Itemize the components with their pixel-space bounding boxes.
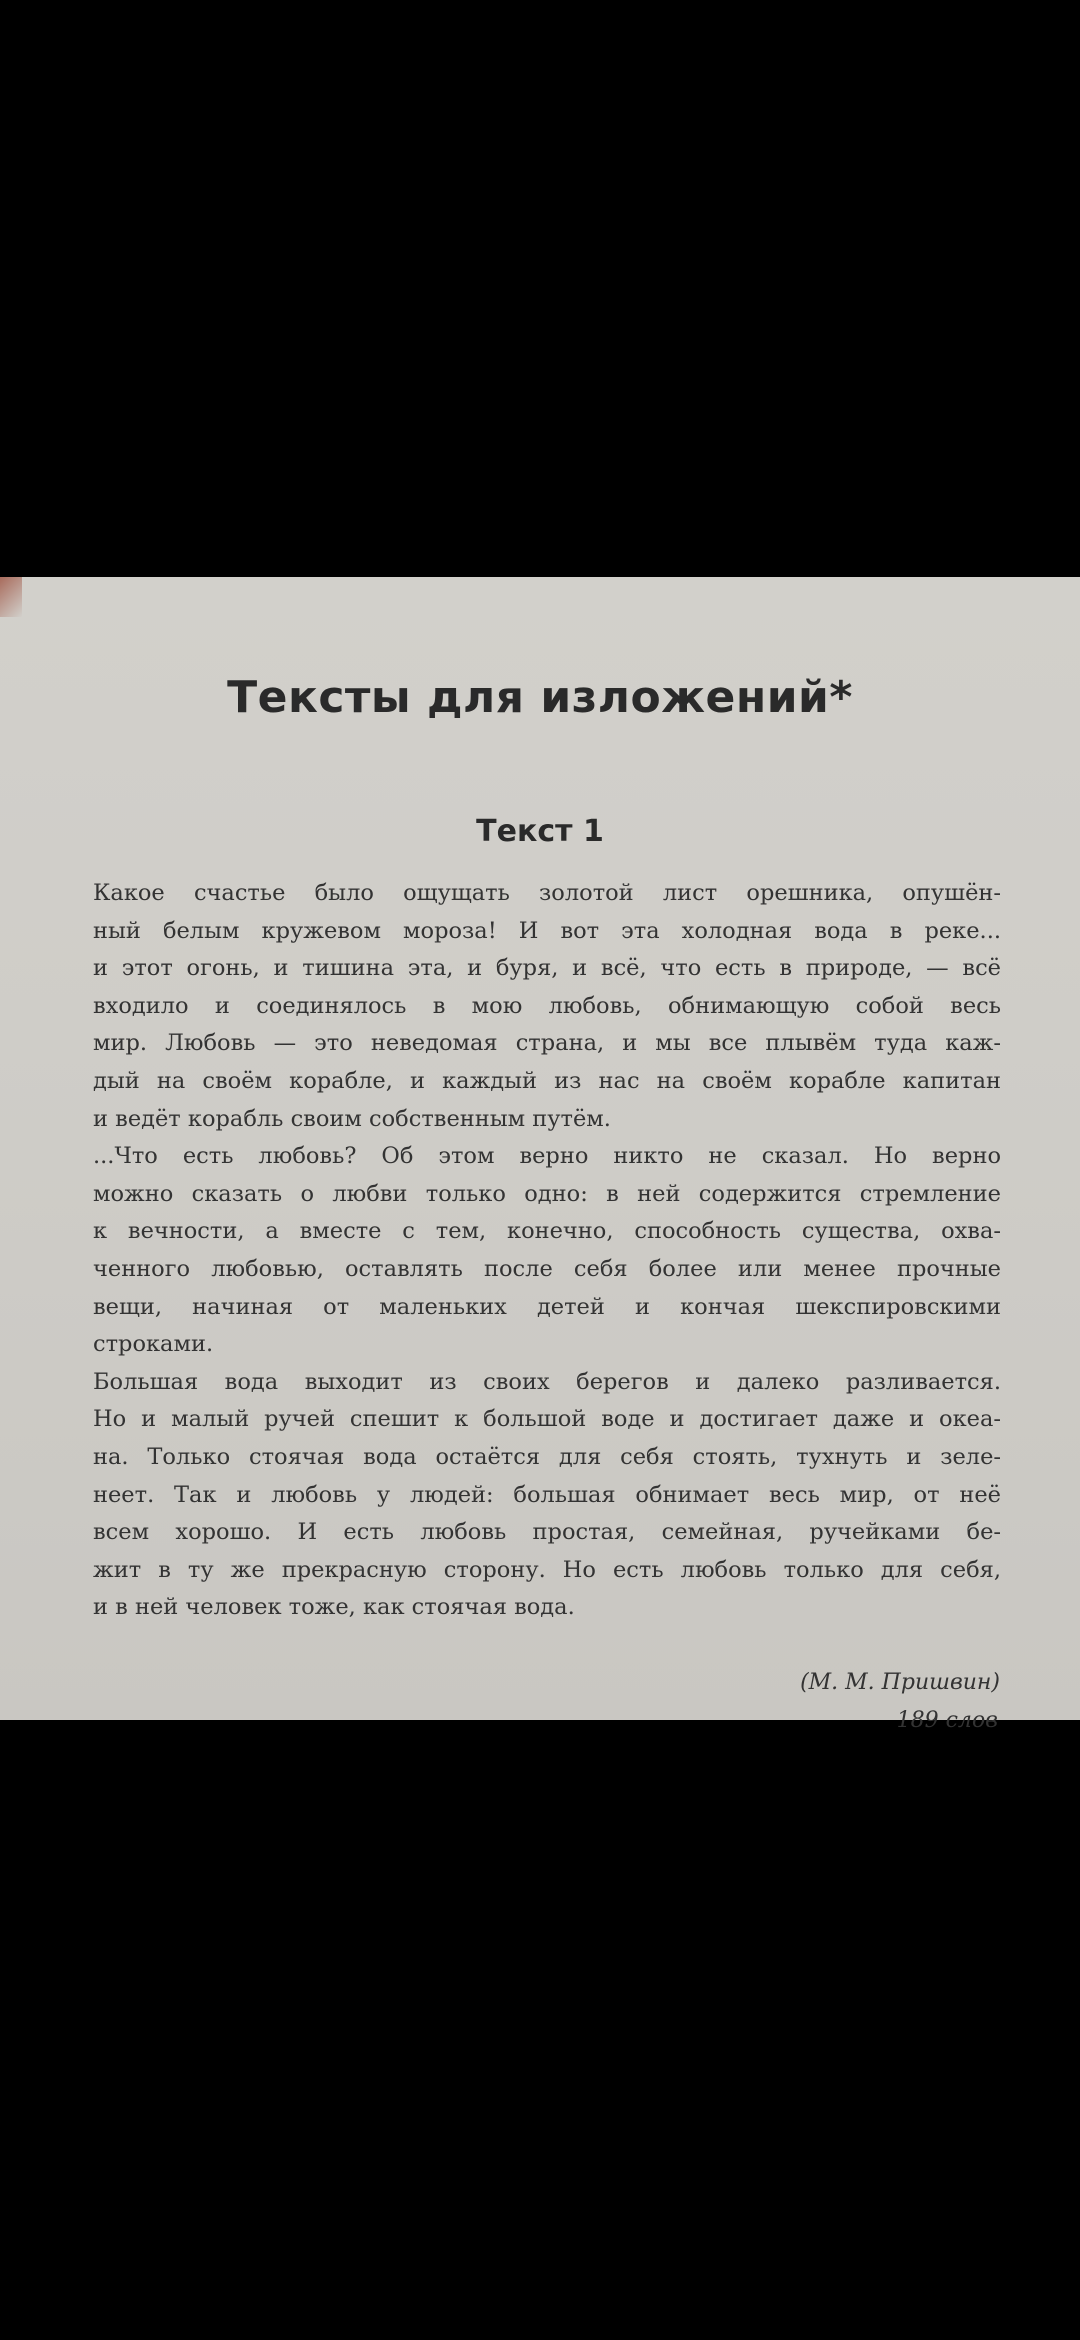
text-line: Большая вода выходит из своих берегов и далеко разливается.: [93, 1368, 1001, 1395]
text-subheading: Текст 1: [476, 814, 604, 849]
word-count: 189 слов: [896, 1708, 998, 1733]
text-line: вещи, начиная от маленьких детей и кончая шекспировскими: [93, 1293, 1001, 1320]
text-line: ...Что есть любовь? Об этом верно никто не сказал. Но верно: [93, 1143, 1001, 1170]
page-heading: Тексты для изложений*: [227, 672, 853, 723]
text-line: к вечности, а вместе с тем, конечно, способность существа, охва-: [93, 1218, 1001, 1245]
text-line: и в ней человек тоже, как стоячая вода.: [93, 1594, 575, 1621]
text-line: входило и соединялось в мою любовь, обнимающую собой весь: [93, 992, 1001, 1019]
body-text: [93, 875, 1001, 1627]
author-attribution: (М. М. Пришвин): [800, 1670, 1000, 1695]
text-line: мир. Любовь — это неведомая страна, и мы все плывём туда каж-: [93, 1030, 1001, 1057]
text-line: жит в ту же прекрасную сторону. Но есть любовь только для себя,: [93, 1556, 1001, 1583]
text-line: неет. Так и любовь у людей: большая обнимает весь мир, от неё: [93, 1481, 1001, 1508]
text-line: ный белым кружевом мороза! И вот эта холодная вода в реке...: [93, 917, 1001, 944]
text-line: всем хорошо. И есть любовь простая, семейная, ручейками бе-: [93, 1519, 1001, 1546]
text-line: строками.: [93, 1331, 214, 1358]
text-line: Какое счастье было ощущать золотой лист орешника, опушён-: [93, 880, 1001, 906]
text-line: Но и малый ручей спешит к большой воде и достигает даже и океа-: [93, 1406, 1001, 1433]
text-line: на. Только стоячая вода остаётся для себя стоять, тухнуть и зеле-: [93, 1443, 1001, 1470]
text-line: дый на своём корабле, и каждый из нас на своём корабле капитан: [93, 1067, 1001, 1094]
text-line: можно сказать о любви только одно: в ней содержится стремление: [93, 1180, 1001, 1207]
book-page-photo: [0, 577, 1080, 1733]
text-line: и ведёт корабль своим собственным путём.: [93, 1105, 611, 1132]
text-line: ченного любовью, оставлять после себя более или менее прочные: [93, 1255, 1001, 1282]
text-line: и этот огонь, и тишина эта, и буря, и всё, что есть в природе, — всё: [93, 955, 1001, 982]
